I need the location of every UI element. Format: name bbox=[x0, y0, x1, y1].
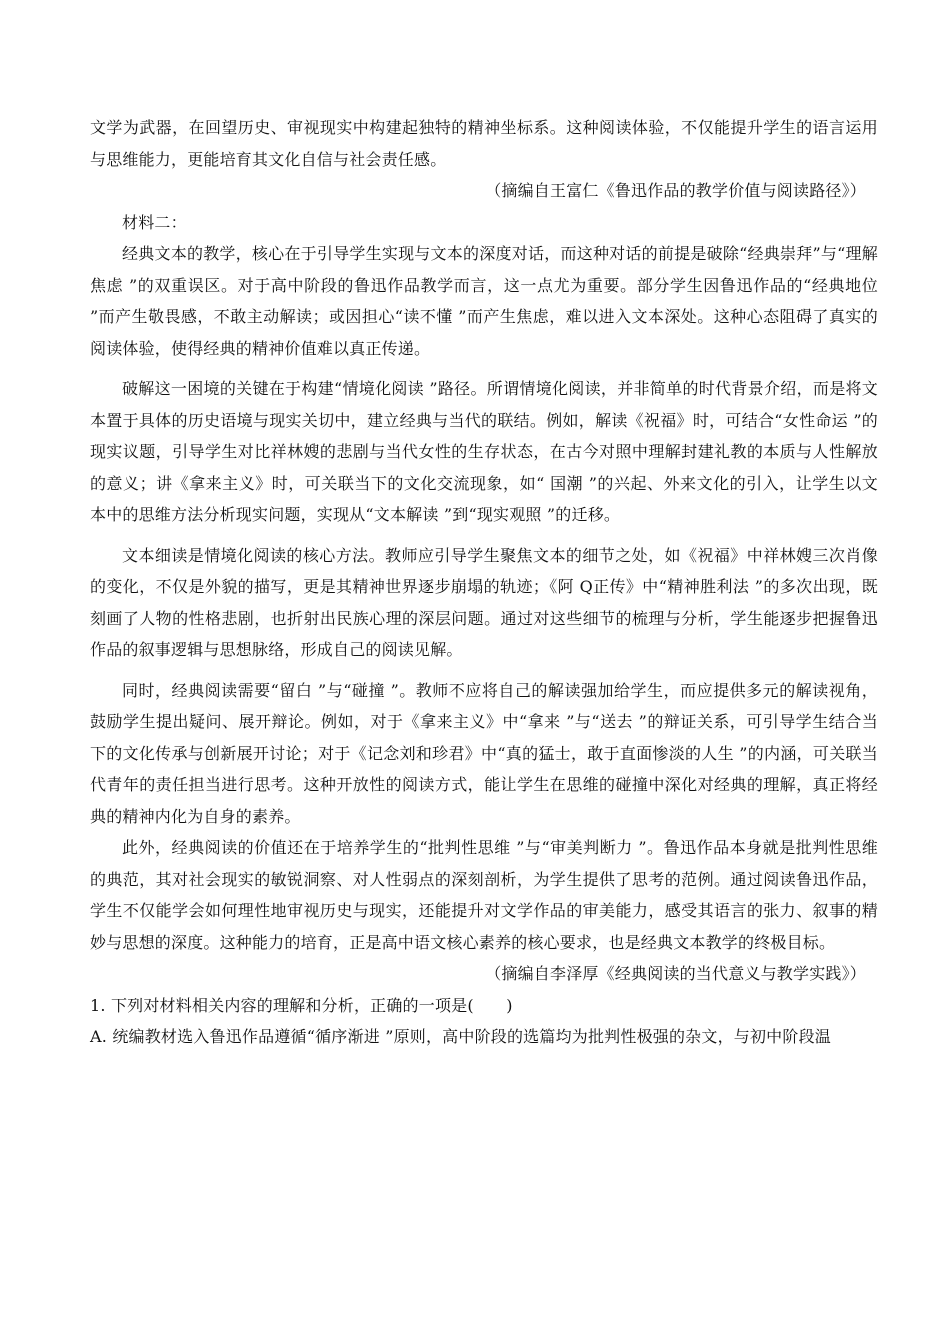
question-1-option-a: A. 统编教材选入鲁迅作品遵循“循序渐进 ”原则，高中阶段的选篇均为批判性极强的杂文，与初中阶段温 bbox=[90, 1027, 831, 1046]
material-two-source: （摘编自李泽厚《经典阅读的当代意义与教学实践》） bbox=[485, 964, 866, 983]
material-two-paragraph-4: 同时，经典阅读需要“留白 ”与“碰撞 ”。教师不应将自己的解读强加给学生，而应提供多元的解读视角，鼓励学生提出疑问、展开辩论。例如，对于《拿来主义》中“拿来 ”与“送去 ”的辩证关系，可引导学生结合当下的文化传承与创新展开讨论；对于《记念刘和珍君》中“真的猛士，敢于直面惨淡的人生 ”的内涵，可关联当代青年的责任担当进行思考。这种开放性的阅读方式，能让学生在思维的碰撞中深化对经典的理解，真正将经典的精神内化为自身的素养。 bbox=[90, 680, 878, 826]
material-one-closing-paragraph: 文学为武器，在回望历史、审视现实中构建起独特的精神坐标系。这种阅读体验，不仅能提升学生的语言运用与思维能力，更能培育其文化自信与社会责任感。 bbox=[90, 118, 878, 169]
material-two-paragraph-1: 经典文本的教学，核心在于引导学生实现与文本的深度对话，而这种对话的前提是破除“经典崇拜”与“理解焦虑 ”的双重误区。对于高中阶段的鲁迅作品教学而言，这一点尤为重要。部分学生因鲁迅作品的“经典地位 ”而产生敬畏感，不敢主动解读；或因担心“读不懂 ”而产生焦虑，难以进入文本深处。这种心态阻碍了真实的阅读体验，使得经典的精神价值难以真正传递。 bbox=[90, 244, 878, 358]
material-two-paragraph-5: 此外，经典阅读的价值还在于培养学生的“批判性思维 ”与“审美判断力 ”。鲁迅作品本身就是批判性思维的典范，其对社会现实的敏锐洞察、对人性弱点的深刻剖析，为学生提供了思考的范例。通过阅读鲁迅作品，学生不仅能学会如何理性地审视历史与现实，还能提升对文学作品的审美能力，感受其语言的张力、叙事的精妙与思想的深度。这种能力的培育，正是高中语文核心素养的核心要求，也是经典文本教学的终极目标。 bbox=[90, 838, 878, 952]
material-two-paragraph-2: 破解这一困境的关键在于构建“情境化阅读 ”路径。所谓情境化阅读，并非简单的时代背景介绍，而是将文本置于具体的历史语境与现实关切中，建立经典与当代的联结。例如，解读《祝福》时，可结合“女性命运 ”的现实议题，引导学生对比祥林嫂的悲剧与当代女性的生存状态，在古今对照中理解封建礼教的本质与人性解放的意义；讲《拿来主义》时，可关联当下的文化交流现象，如“ 国潮 ”的兴起、外来文化的引入，让学生以文本中的思维方法分析现实问题，实现从“文本解读 ”到“现实观照 ”的迁移。 bbox=[90, 379, 878, 524]
question-1-stem: 1. 下列对材料相关内容的理解和分析，正确的一项是( ) bbox=[90, 995, 513, 1015]
material-one-source: （摘编自王富仁《鲁迅作品的教学价值与阅读路径》） bbox=[485, 181, 866, 200]
material-two-label: 材料二： bbox=[122, 212, 187, 232]
material-two-paragraph-3: 文本细读是情境化阅读的核心方法。教师应引导学生聚焦文本的细节之处，如《祝福》中祥林嫂三次肖像的变化，不仅是外貌的描写，更是其精神世界逐步崩塌的轨迹；《阿 Q正传》中“精神胜利法 ”的多次出现，既刻画了人物的性格悲剧，也折射出民族心理的深层问题。通过对这些细节的梳理与分析，学生能逐步把握鲁迅作品的叙事逻辑与思想脉络，形成自己的阅读见解。 bbox=[90, 545, 878, 659]
document-page bbox=[90, 112, 878, 1053]
